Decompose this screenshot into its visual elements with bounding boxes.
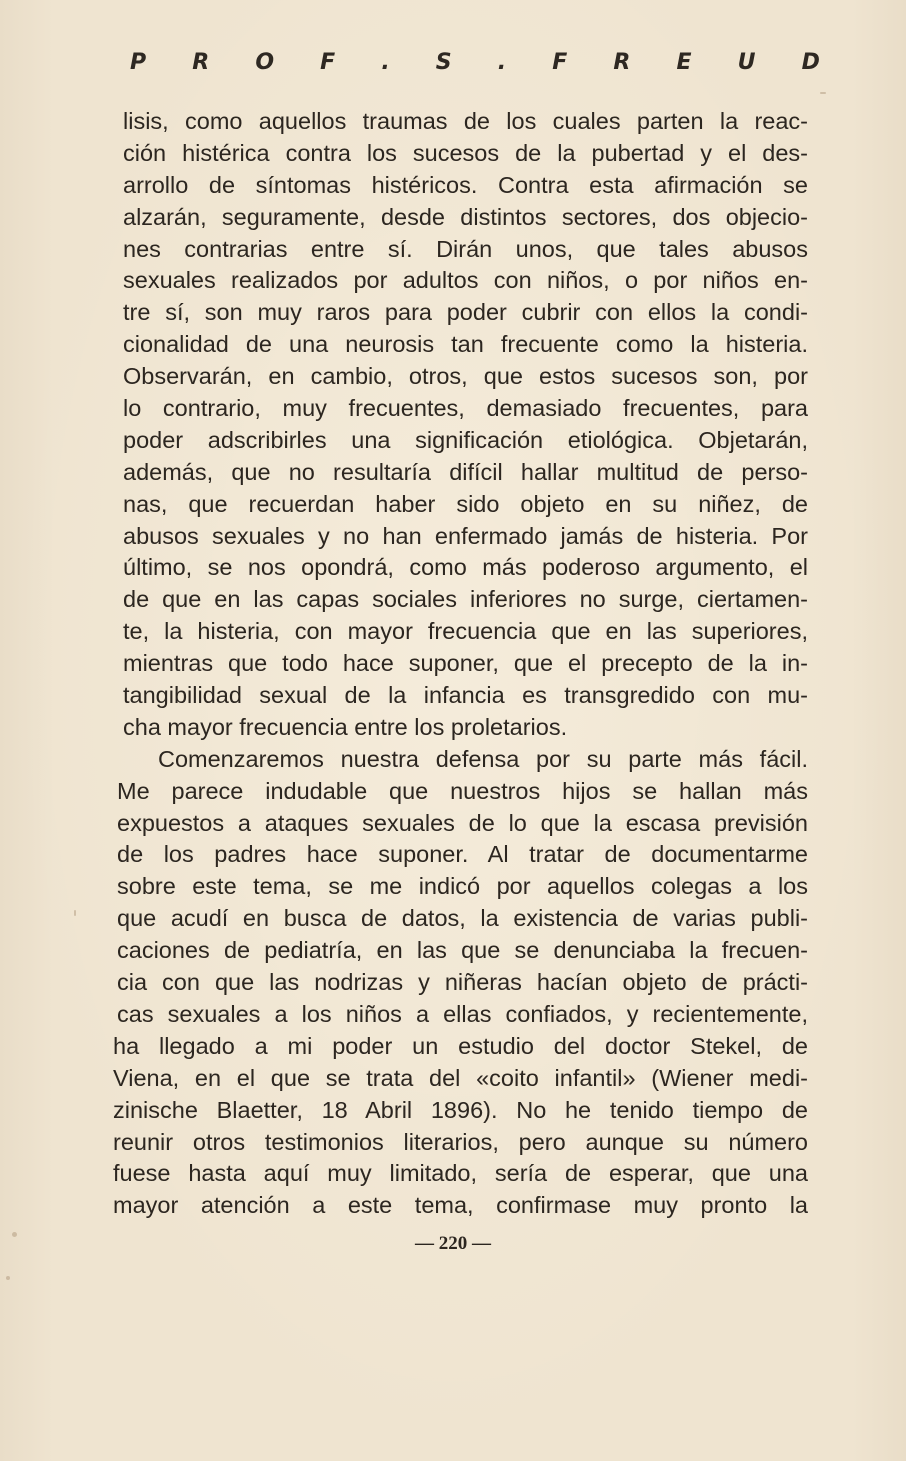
text-line: lo contrario, muy frecuentes, demasiado frecuentes, para [123,395,808,422]
text-line: ha llegado a mi poder un estudio del doctor Stekel, de [113,1032,808,1059]
text-line: sexuales realizados por adultos con niños, o por niños en- [123,267,808,294]
text-line: mayor atención a este tema, confirmase muy pronto la [113,1192,808,1219]
running-head-letter: R [613,50,631,75]
paper-speck [820,92,826,94]
running-head-letter: U [737,50,756,75]
text-line: tangibilidad sexual de la infancia es transgredido con mu- [123,682,808,709]
text-line: nes contrarias entre sí. Dirán unos, que tales abusos [123,235,808,262]
text-line: sobre este tema, se me indicó por aquellos colegas a los [117,873,808,900]
text-line: de los padres hace suponer. Al tratar de documentarme [117,841,808,868]
text-line: reunir otros testimonios literarios, pero aunque su número [113,1128,808,1155]
text-line: te, la histeria, con mayor frecuencia que en las superiores, [123,618,808,645]
running-head-letter: O [255,50,275,75]
text-line: Comenzaremos nuestra defensa por su parte más fácil. [158,745,808,772]
running-head-letter: . [497,50,507,75]
text-line: de que en las capas sociales inferiores no surge, ciertamen- [123,586,808,613]
running-head-letter: S [435,50,452,75]
running-head-letter: F [320,50,336,75]
text-line: Observarán, en cambio, otros, que estos sucesos son, por [123,363,808,390]
paper-speck [74,910,76,916]
running-head-letter: D [801,50,820,75]
body-text [113,106,808,1222]
text-line: además, que no resultaría difícil hallar multitud de perso- [123,458,808,485]
text-line: alzarán, seguramente, desde distintos sectores, dos objecio- [123,203,808,230]
text-line: cionalidad de una neurosis tan frecuente como la histeria. [123,331,808,358]
text-line: cia con que las nodrizas y niñeras hacían objeto de prácti- [117,969,808,996]
text-line: abusos sexuales y no han enfermado jamás de histeria. Por [123,522,808,549]
running-head-letter: R [192,50,210,75]
text-line: último, se nos opondrá, como más poderoso argumento, el [123,554,808,581]
text-line: fuese hasta aquí muy limitado, sería de esperar, que una [113,1160,808,1187]
page-number: — 220 — [415,1233,491,1254]
running-head-letter: E [676,50,692,75]
text-line: expuestos a ataques sexuales de lo que la escasa previsión [117,809,808,836]
text-line: mientras que todo hace suponer, que el precepto de la in- [123,650,808,677]
text-line: ción histérica contra los sucesos de la pubertad y el des- [123,139,808,166]
text-line: zinische Blaetter, 18 Abril 1896). No he tenido tiempo de [113,1096,808,1123]
text-line: tre sí, son muy raros para poder cubrir con ellos la condi- [123,299,808,326]
text-line: arrollo de síntomas histéricos. Contra esta afirmación se [123,171,808,198]
paper-speck [6,1276,10,1280]
text-line: cha mayor frecuencia entre los proletarios. [123,713,568,740]
paragraph-2 [113,744,808,1222]
paragraph-1 [113,106,808,744]
text-line: caciones de pediatría, en las que se denunciaba la frecuen- [117,937,808,964]
text-line: que acudí en busca de datos, la existencia de varias publi- [117,905,808,932]
text-line: cas sexuales a los niños a ellas confiados, y recientemente, [117,1000,808,1027]
text-line: lisis, como aquellos traumas de los cuales parten la reac- [123,108,808,134]
running-head-letter: . [381,50,390,75]
running-head [130,50,820,75]
paper-speck [12,1232,17,1237]
running-head-letter: P [130,50,147,75]
text-line: poder adscribirles una significación etiológica. Objetarán, [123,426,808,453]
text-line: Viena, en el que se trata del «coito infantil» (Wiener medi- [113,1064,808,1091]
running-head-letter: F [552,50,568,75]
text-line: nas, que recuerdan haber sido objeto en su niñez, de [123,490,808,517]
text-line: Me parece indudable que nuestros hijos se hallan más [117,777,808,804]
